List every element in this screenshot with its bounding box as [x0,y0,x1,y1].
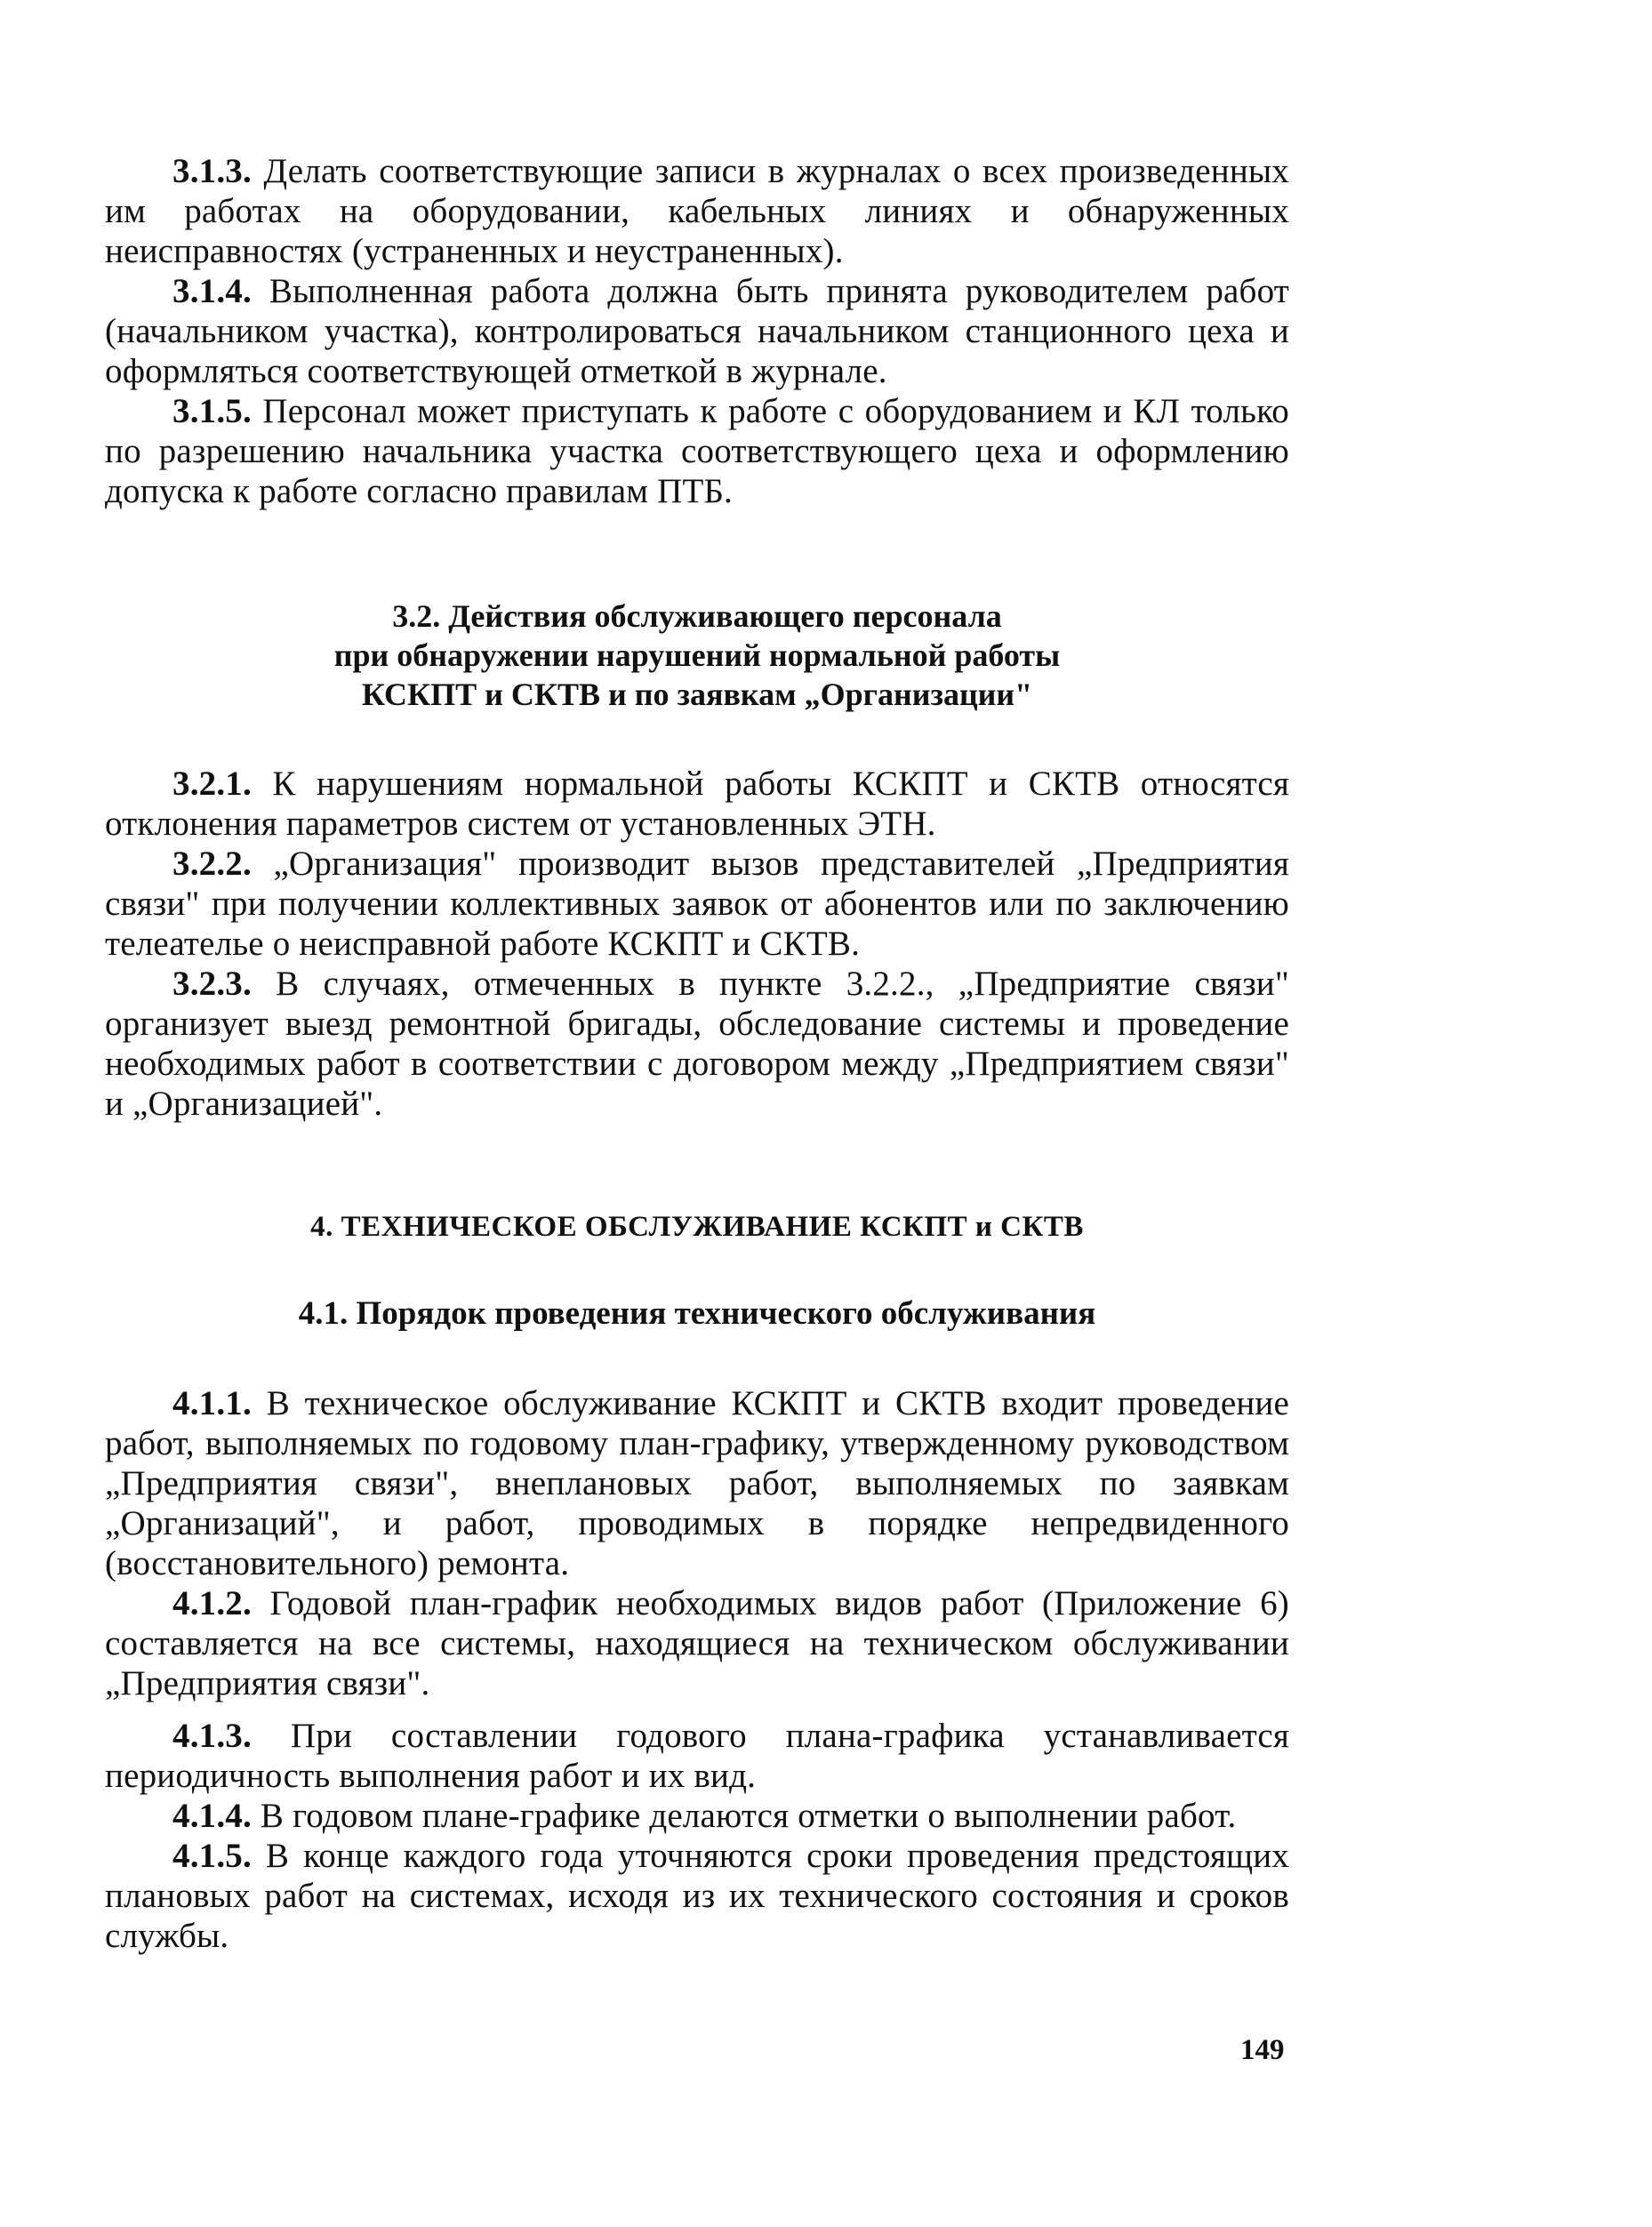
clause-number: 3.2.3. [172,965,252,1003]
clause-number: 3.1.3. [172,152,252,190]
clause-number: 4.1.3. [172,1717,252,1755]
paragraph-3-2-2 [105,844,1289,964]
clause-number: 4.1.1. [172,1384,252,1422]
paragraph-3-1-5 [105,391,1289,511]
clause-number: 3.2.1. [172,765,252,803]
heading-line: при обнаружении нарушений нормальной работы [333,637,1061,673]
paragraph-3-2-1 [105,764,1289,844]
page-number: 149 [1240,2034,1285,2066]
clause-text: Персонал может приступать к работе с оборудованием и КЛ только по разрешению начальника участка соответствующего цеха и оформлению допуска к работе согласно правилам ПТБ. [105,392,1289,510]
section-4-1-heading: 4.1. Порядок проведения технического обслуживания [298,1295,1096,1332]
spacer [105,511,1289,597]
heading-line: 3.2. Действия обслуживающего персонала [392,598,1002,634]
spacer [105,1703,1289,1716]
clause-number: 3.2.2. [172,845,252,883]
clause-text: В случаях, отмеченных в пункте 3.2.2., „Предприятие связи" организует выезд ремонтной бригады, обследование системы и проведение необходимых работ в соответствии с договором между „Предприятием связи" и „Организацией". [105,965,1289,1123]
clause-text: При составлении годового плана-графика устанавливается периодичность выполнения работ и их вид. [105,1717,1289,1795]
clause-text: „Организация" производит вызов представителей „Предприятия связи" при получении коллективных заявок от абонентов или по заключению телеателье о неисправной работе КСКПТ и СКТВ. [105,845,1289,963]
clause-number: 3.1.4. [172,272,252,310]
clause-number: 4.1.5. [172,1837,252,1875]
clause-text: В годовом плане-графике делаются отметки о выполнении работ. [251,1797,1237,1835]
spacer [105,1245,1289,1294]
paragraph-4-1-4 [105,1796,1289,1836]
clause-text: К нарушениям нормальной работы КСКПТ и СКТВ относятся отклонения параметров систем от установленных ЭТН. [105,765,1289,843]
spacer [105,1334,1289,1383]
clause-text: Выполненная работа должна быть принята руководителем работ (начальником участка), контролироваться начальником станционного цеха и оформляться соответствующей отметкой в журнале. [105,272,1289,390]
spacer [105,714,1289,764]
section-4-heading: 4. ТЕХНИЧЕСКОЕ ОБСЛУЖИВАНИЕ КСКПТ и СКТВ [310,1211,1084,1243]
paragraph-4-1-5 [105,1836,1289,1956]
clause-text: Делать соответствующие записи в журналах о всех произведенных им работах на оборудовании, кабельных линиях и обнаруженных неисправностях (устраненных и неустраненных). [105,152,1289,270]
paragraph-4-1-2 [105,1583,1289,1703]
document-page [105,151,1289,1956]
clause-number: 4.1.4. [172,1797,252,1835]
heading-line: КСКПТ и СКТВ и по заявкам „Организации" [361,677,1033,712]
paragraph-3-1-3 [105,151,1289,271]
paragraph-4-1-3 [105,1716,1289,1796]
paragraph-3-2-3 [105,964,1289,1124]
section-3-2-heading [105,597,1289,714]
spacer [105,1124,1289,1209]
clause-text: В техническое обслуживание КСКПТ и СКТВ входит проведение работ, выполняемых по годовому план-графику, утвержденному руководством „Предприятия связи", внеплановых работ, выполняемых по заявкам „Организаций", и работ, проводимых в порядке непредвиденного (восстановительного) ремонта. [105,1384,1289,1582]
clause-text: Годовой план-график необходимых видов работ (Приложение 6) составляется на все системы, находящиеся на техническом обслуживании „Предприятия связи". [105,1584,1289,1702]
clause-text: В конце каждого года уточняются сроки проведения предстоящих плановых работ на системах, исходя из их технического состояния и сроков службы. [105,1837,1289,1955]
clause-number: 3.1.5. [172,392,252,430]
clause-number: 4.1.2. [172,1584,252,1622]
paragraph-3-1-4 [105,271,1289,391]
paragraph-4-1-1 [105,1383,1289,1583]
